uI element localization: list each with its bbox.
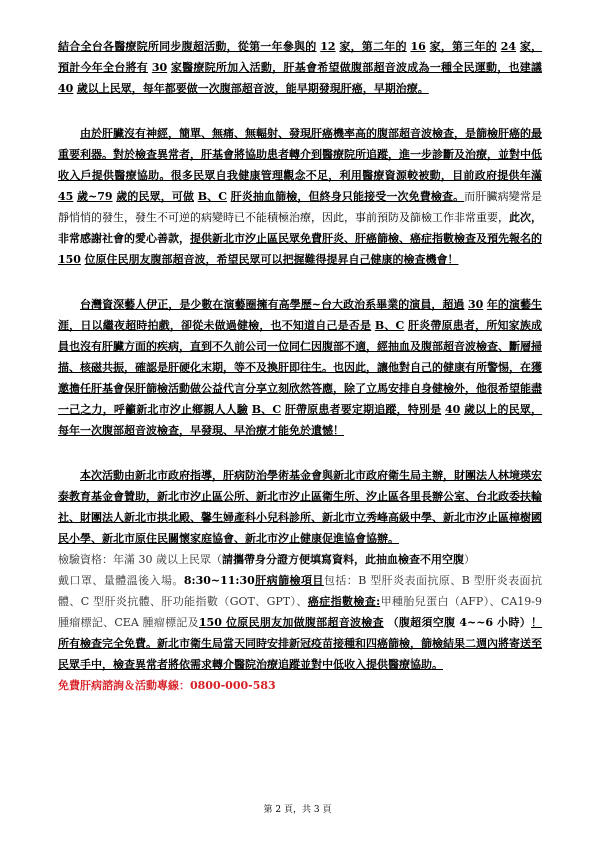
tumor-marker-label: 癌症指數檢查: [307,595,381,608]
number-span: 24 [500,40,517,53]
number-span: 30 [151,61,168,74]
text-span: 結合全台各醫療院所同步腹超活動，從第一年參與的 [58,40,317,53]
text-span: 家，預計今年全台將有 [58,40,543,74]
page-footer: 第 2 頁，共 3 頁 [263,805,332,815]
event-time: 8:30~11:30 [183,574,255,587]
document-body [58,36,542,696]
followup-note: 新北市衛生局當天同時安排新冠疫苗接種和四癌篩檢，篩檢結果二週內將寄送至民眾手中，檢查異常者將依需求轉介醫院治療追蹤並對中低收入提供醫療協助。 [58,637,542,671]
text-span: 家，第二年的 [339,40,407,53]
text-span: B、C [197,190,228,203]
screening-items-label: 肝病篩檢項目 [254,574,324,587]
hotline-text: 免費肝病諮詢＆活動專線：0800-000-583 [58,679,276,692]
paragraph-activity-history [58,36,542,99]
eligibility-label: 檢驗資格：年滿 [58,553,135,566]
text-span: 年的演藝生涯，日以繼夜超時拍戲，卻從未做過健檢，也不知道自己是否是 [58,298,543,332]
ultrasound-note: 150 位原民朋友加做腹部超音波檢查 [198,616,384,629]
text-span: 提供新北市汐止區民眾免費肝炎、肝癌篩檢、癌症指數檢查及預先報名的 [190,232,542,245]
text-span: 家醫療院所加入活動，肝基會希望做腹部超音波成為一種全民運動，也建議 [170,61,543,74]
text-span: 歲~ [76,190,98,203]
text-span: 也因此，讓他對自己的健康有所警惕，在獲邀擔任肝基會保肝篩檢活動做公益代言分享立刻欣然答應，除了立馬安排自身健檢外，他很希望能盡一己之力，呼籲新北市汐止鄉親人人驗 [58,361,542,416]
text-span: 台灣資深藝人伊正，是少數在演藝圈擁有高學歷~台大政治系畢業的演員，超過 [80,298,465,311]
paragraph-celebrity-story [58,294,542,441]
text-span: 很多民眾自我健康管理觀念不足，利用醫療資源較被動，目前政府提供年滿 [170,169,543,182]
text-span: 位原住民朋友腹部超音波，希望民眾可以把握難得提昇自己健康的檢查機會！ [84,253,459,266]
text-span: 肝炎帶原患者，所知家族成員也沒有肝臟方面的疾病，直到不久前公司一位同仁因腹部不適，經抽血及腹部超音波檢查、斷層掃描、核磁共振，確認是肝硬化末期，等不及換肝即往生。 [58,319,542,374]
text-span: 此次，非常感謝社會的愛心善款， [58,211,542,245]
screening-items-text: 包括：B 型肝炎表面抗原、B 型肝炎表面抗體、C 型肝炎抗體、肝功能指數（GOT、GPT）、 [58,574,542,608]
number-span: 79 [97,190,113,203]
mask-notice: 戴口罩、量體溫後入場。 [58,574,184,587]
text-span: 而肝臟病變常是靜悄悄的發生，發生不可逆的病變時已不能積極治療，因此，事前預防及篩檢工作非常重要， [58,190,543,224]
text-span: B、C [374,319,405,332]
number-span: 40 [58,82,74,95]
eligibility-note: 請攜帶身分證方便填寫資料，此抽血檢查不用空腹 [222,553,464,566]
text-span: 本次活動由新北市政府指導，肝病防治學術基金會與新北市政府衛生局主辦，財團法人林境瑛宏泰教育基金會贊助，新北市汐止區公所、新北市汐止區衛生所、汐止區各里長辦公室、台北政委扶輪社、財團法人新北市拱北殿、馨生婦產科小兒科診所、新北市立秀峰高級中學、新北市汐止區樟樹國民小學、新北市原住民關懷家庭協會、新北市汐止健康促進協會協辦。 [58,469,542,545]
number-span: 12 [320,40,336,53]
text-span: 由於肝臟沒有神經，簡單、無痛、無輻射、發現肝癌機率高的腹部超音波檢查，是篩檢肝癌的最重要利器。 [58,127,542,161]
number-span: 150 [58,253,81,266]
text-span: 歲的民眾，可做 [116,190,195,203]
eligibility-age: 30 [138,553,153,566]
text-span: 肝炎抽血篩檢，但終身只能接受一次免費檢查。 [230,190,465,203]
tumor-marker-text: 甲種胎兒蛋白（AFP）、CA19-9 腫瘤標記、CEA 腫瘤標記及 [58,595,542,629]
paragraph-ultrasound-importance [58,123,542,270]
text-span: 歲以上民眾（ [156,553,222,566]
paragraph-event-details [58,465,542,696]
text-span: B、C [251,403,282,416]
text-span: ） [464,553,475,566]
number-span: 16 [410,40,426,53]
number-span: 30 [468,298,484,311]
text-span: 肝帶原患者要定期追蹤，特別是 [284,403,442,416]
text-span: 家，第三年的 [429,40,498,53]
free-notice: ！所有檢查完全免費。 [58,616,543,650]
text-span: 對於檢查異常者，肝基會將協助患者轉介到醫療院所追蹤，進一步診斷及治療，並對中低收入戶提供醫療協助。 [58,148,542,182]
text-span: 歲以上民眾，每年都要做一次腹部超音波，能早期發現肝癌，早期治療。 [76,82,429,95]
text-span: 歲以上的民眾，每年一次腹部超音波檢查，早發現、早治療才能免於遺憾！ [58,403,543,437]
number-span: 40 [444,403,461,416]
fasting-note: （腹超須空腹 4~~6 小時） [387,616,532,629]
number-span: 45 [58,190,74,203]
